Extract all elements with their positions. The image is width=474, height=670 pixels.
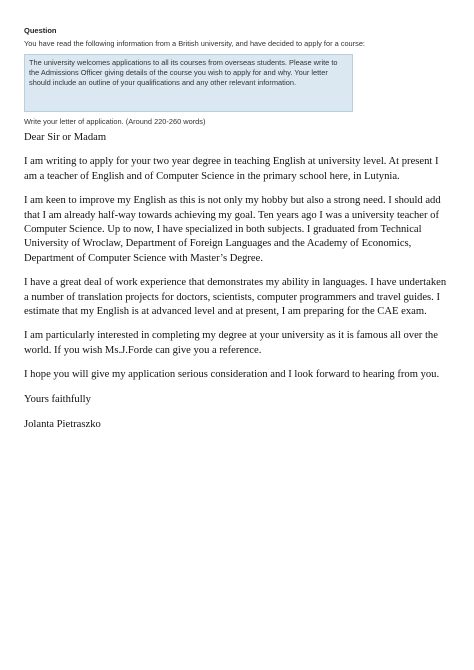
question-intro: You have read the following information from a British university, and have decided to apply for a course:: [24, 39, 365, 48]
question-heading: Question: [24, 26, 57, 35]
letter-signature: Jolanta Pietraszko: [24, 419, 101, 431]
letter-paragraph-4: I am particularly interested in completing my degree at your university as it is famous all over the world. If you wish Ms.J.Forde can give you a reference.: [24, 330, 438, 356]
task-instruction: Write your letter of application. (Around 220-260 words): [24, 117, 206, 126]
letter-paragraph-3: I have a great deal of work experience that demonstrates my ability in languages. I have undertaken a number of translation projects for doctors, scientists, computer programmers and travel guides. I estimate that my English is at advanced level and at present, I am preparing for the CAE exam.: [24, 277, 447, 318]
letter-paragraph-5: I hope you will give my application serious consideration and I look forward to hearing from you.: [24, 369, 440, 381]
letter-closing: Yours faithfully: [24, 393, 91, 405]
university-notice-box: [24, 54, 353, 112]
university-notice-text: The university welcomes applications to all its courses from overseas students. Please write to the Admissions Officer giving details of the course you wish to apply for and why. Your letter should include an outline of your qualifications and any other relevant information.: [29, 58, 338, 87]
letter-salutation: Dear Sir or Madam: [24, 132, 107, 143]
letter-paragraph-2: I am keen to improve my English as this is not only my hobby but also a strong need. I should add that I am already half-way towards achieving my goal. Ten years ago I was a university teacher of Computer Science. Up to now, I have specialized in both subjects. I graduated from Technical University of Wroclaw, Department of Foreign Languages and the Academy of Economics, Department of Computer Science with Master’s Degree.: [24, 195, 441, 264]
application-letter: [24, 131, 452, 443]
letter-paragraph-1: I am writing to apply for your two year degree in teaching English at university level. At present I am a teacher of English and of Computer Science in the primary school here, in Lutynia.: [24, 156, 439, 182]
